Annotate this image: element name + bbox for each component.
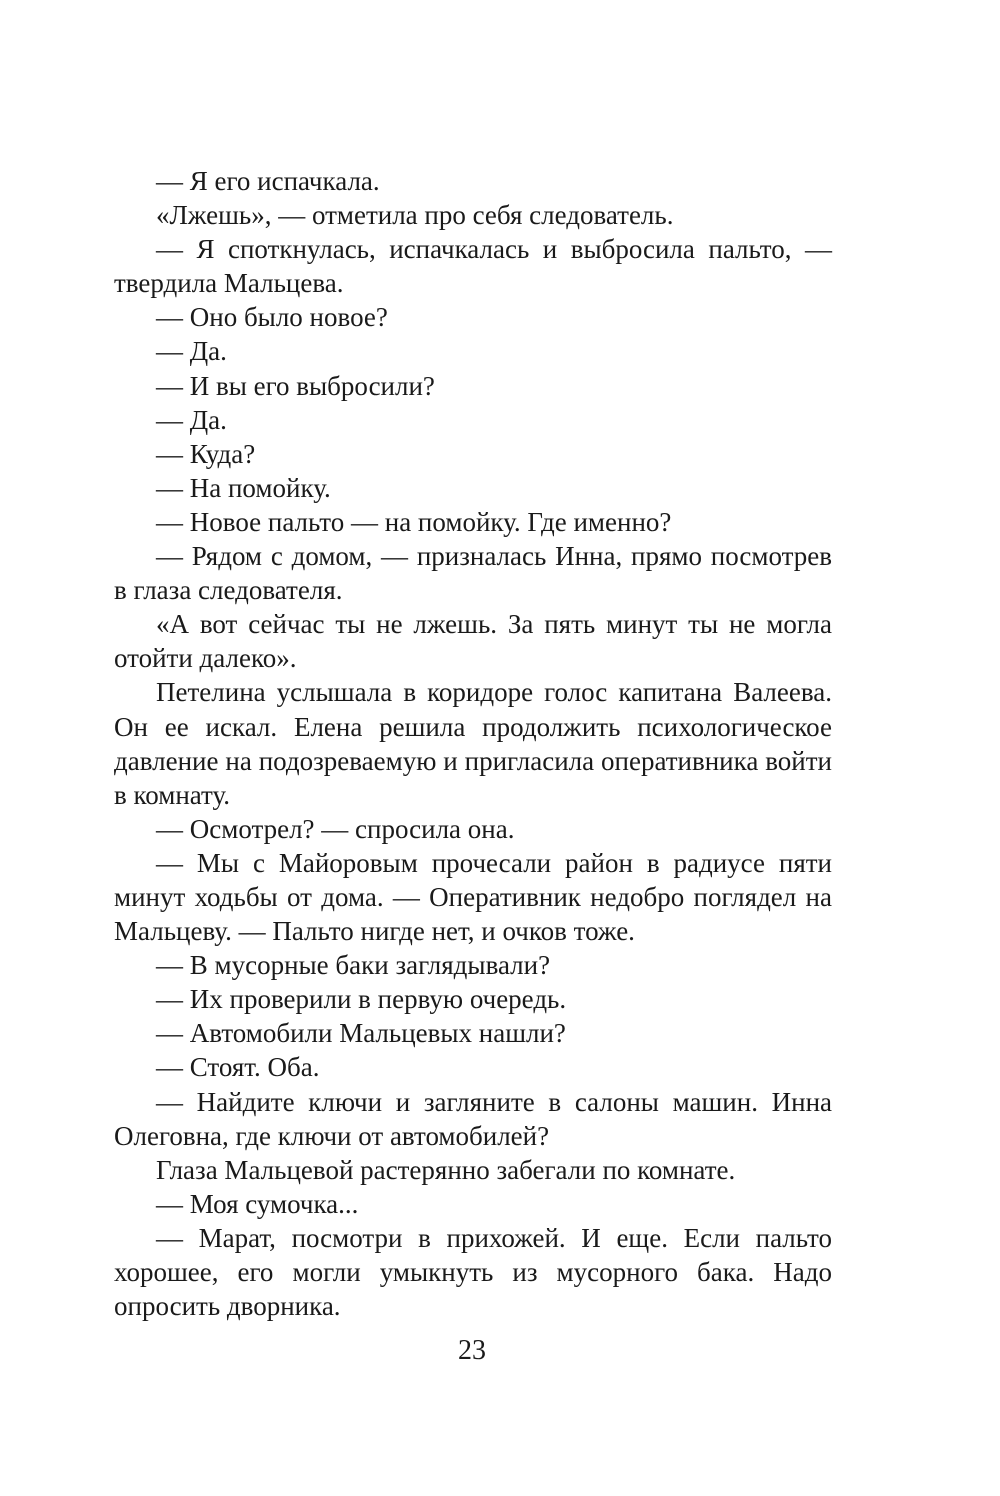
- paragraph: — Марат, посмотри в прихожей. И еще. Если пальто хорошее, его могли умыкнуть из мусорного бака. Надо опросить дворника.: [114, 1222, 832, 1322]
- paragraph: — И вы его выбросили?: [156, 370, 435, 401]
- paragraph: — Оно было новое?: [156, 302, 388, 333]
- paragraph: — Новое пальто — на помойку. Где именно?: [156, 506, 672, 537]
- paragraph: «А вот сейчас ты не лжешь. За пять минут ты не могла отойти далеко».: [114, 609, 832, 674]
- paragraph: — Я споткнулась, испачкалась и выбросила пальто, — твердила Мальцева.: [114, 234, 832, 299]
- paragraph: — Да.: [156, 336, 227, 367]
- paragraph: — Моя сумочка...: [156, 1188, 359, 1219]
- paragraph: — Да.: [156, 404, 227, 435]
- page-number: 23: [458, 1335, 486, 1366]
- paragraph: — Мы с Майоровым прочесали район в радиусе пяти минут ходьбы от дома. — Оперативник недобро поглядел на Мальцеву. — Пальто нигде нет, и очков тоже.: [114, 847, 832, 947]
- paragraph: — Найдите ключи и загляните в салоны машин. Инна Олеговна, где ключи от автомобилей?: [114, 1086, 832, 1151]
- paragraph: — В мусорные баки заглядывали?: [156, 950, 551, 981]
- paragraph: — Рядом с домом, — призналась Инна, прямо посмотрев в глаза следователя.: [114, 541, 832, 606]
- paragraph: — Их проверили в первую очередь.: [156, 984, 567, 1015]
- paragraph: — Осмотрел? — спросила она.: [156, 813, 515, 844]
- paragraph: — Стоят. Оба.: [156, 1052, 320, 1083]
- paragraph: — Куда?: [156, 438, 256, 469]
- paragraph: «Лжешь», — отметила про себя следователь.: [156, 200, 674, 231]
- body-text: [114, 164, 832, 1323]
- paragraph: Петелина услышала в коридоре голос капитана Валеева. Он ее искал. Елена решила продолжить психологическое давление на подозреваемую и пригласила оперативника войти в комнату.: [114, 677, 832, 810]
- paragraph: — На помойку.: [156, 472, 331, 503]
- paragraph: — Я его испачкала.: [156, 166, 380, 196]
- paragraph: Глаза Мальцевой растерянно забегали по комнате.: [156, 1154, 736, 1185]
- paragraph: — Автомобили Мальцевых нашли?: [156, 1018, 566, 1049]
